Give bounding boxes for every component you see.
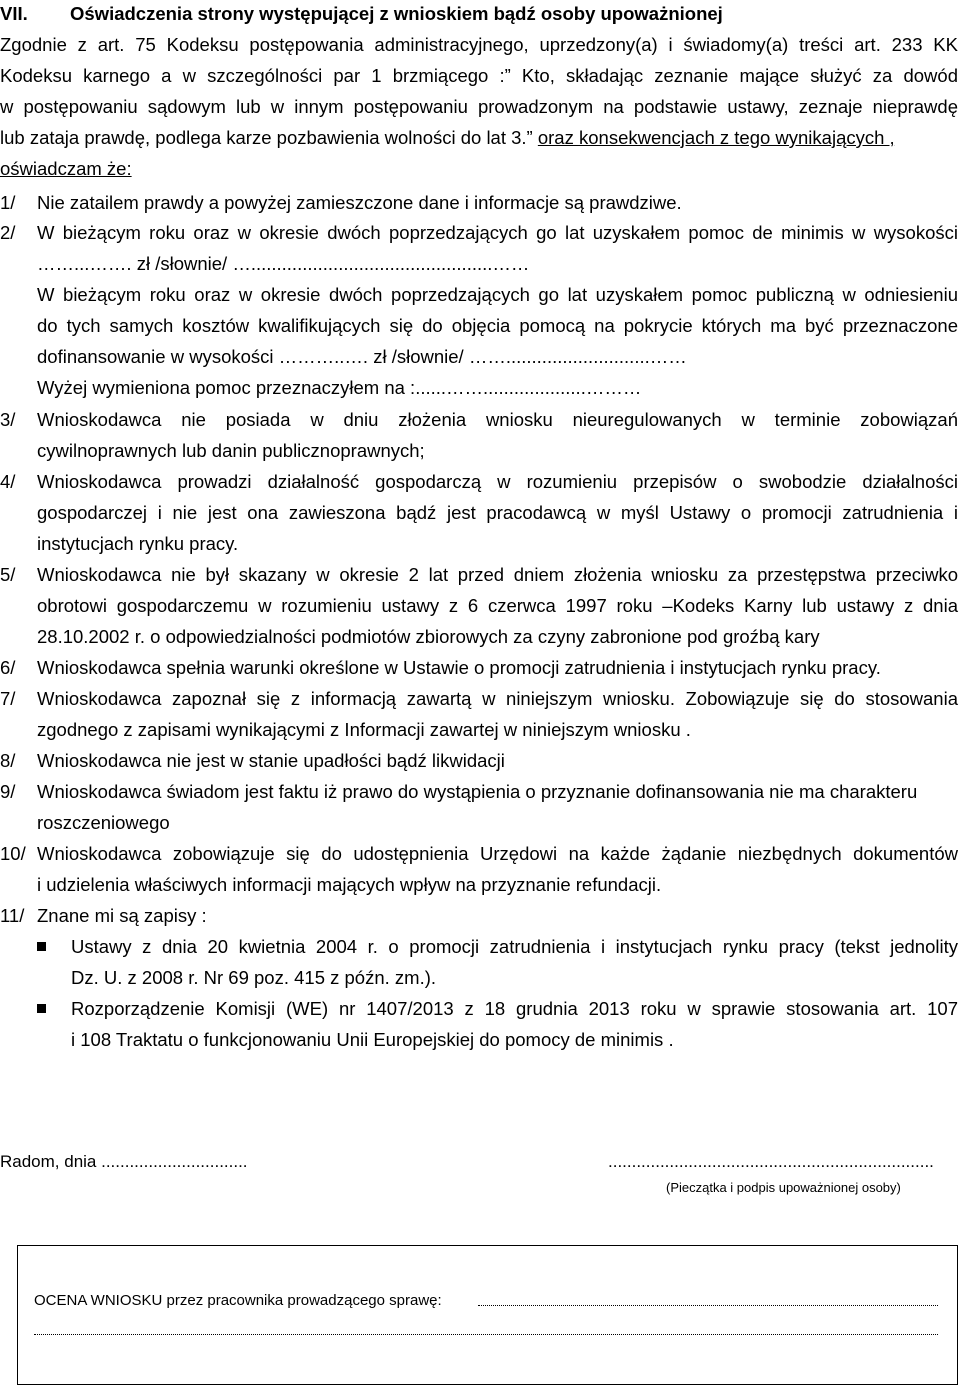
item-10-line: i udzielenia właściwych informacji mających wpływ na przyznanie refundacji. [37,874,662,895]
section-number: VII. [0,3,28,24]
section-title: Oświadczenia strony występującej z wnioskiem bądź osoby upoważnionej [70,3,723,24]
item-5-line: Wnioskodawca nie był skazany w okresie 2 lat przed dniem złożenia wniosku za przestępstwa przeciwko [37,564,958,585]
item-9-line: roszczeniowego [37,812,170,833]
intro-declaration: oświadczam że: [0,158,132,179]
item-number: 1/ [0,192,16,213]
signature-caption: (Pieczątka i podpis upoważnionej osoby) [666,1180,901,1195]
item-number: 5/ [0,564,16,585]
item-5-line: obrotowi gospodarczemu w rozumieniu ustawy z 6 czerwca 1997 roku –Kodeks Karny lub ustawy z dnia [37,595,958,616]
item-4-line: Wnioskodawca prowadzi działalność gospodarczą w rozumieniu przepisów o swobodzie działalności [37,471,958,492]
item-2-line: W bieżącym roku oraz w okresie dwóch poprzedzających go lat uzyskałem pomoc publiczną w odniesieniu [37,284,958,305]
item-number: 10/ [0,843,26,864]
intro-line-1: Zgodnie z art. 75 Kodeksu postępowania administracyjnego, uprzedzony(a) i świadomy(a) treści art. 233 KK [0,34,958,55]
item-1-line: Nie zatailem prawdy a powyżej zamieszczone dane i informacje są prawdziwe. [37,192,682,213]
intro-line-2: Kodeksu karnego a w szczególności par 1 brzmiącego :” Kto, składając zeznanie mające służyć za dowód [0,65,958,86]
intro-quote-end: lub zataja prawdę, podlega karze pozbawienia wolności do lat 3.” [0,127,533,148]
assessment-label: OCENA WNIOSKU przez pracownika prowadzącego sprawę: [34,1292,442,1309]
item-5-line: 28.10.2002 r. o odpowiedzialności podmiotów zbiorowych za czyny zabronione pod groźbą kary [37,626,820,647]
square-bullet-icon [37,1004,46,1013]
bullet-2-line: Rozporządzenie Komisji (WE) nr 1407/2013 z 18 grudnia 2013 roku w sprawie stosowania art. 107 [71,998,958,1019]
item-6-line: Wnioskodawca spełnia warunki określone w Ustawie o promocji zatrudnienia i instytucjach rynku pracy. [37,657,881,678]
place-date-field[interactable]: Radom, dnia ............................... [0,1152,248,1171]
item-number: 7/ [0,688,16,709]
item-4-line: instytucjach rynku pracy. [37,533,239,554]
item-number: 4/ [0,471,16,492]
item-number: 9/ [0,781,16,802]
item-3-line: Wnioskodawca nie posiada w dniu złożenia wniosku nieuregulowanych w terminie zobowiązań [37,409,958,430]
item-2-amount-line: dofinansowanie w wysokości ………..…. zł /słownie/ ……............................…… [37,346,687,367]
item-number: 8/ [0,750,16,771]
item-10-line: Wnioskodawca zobowiązuje się do udostępnienia Urzędowi na każde żądanie niezbędnych dokumentów [37,843,958,864]
item-2-amount-line: ……...……. zł /słownie/ …...............................................…… [37,253,530,274]
item-7-line: zgodnego z zapisami wynikającymi z Informacji zawartej w niniejszym wniosku . [37,719,691,740]
bullet-1-line: Dz. U. z 2008 r. Nr 69 poz. 415 z późn. zm.). [71,967,437,988]
intro-line-4 [0,126,895,150]
item-number: 11/ [0,905,25,926]
item-7-line: Wnioskodawca zapoznał się z informacją zawartą w niniejszym wniosku. Zobowiązuje się do stosowania [37,688,958,709]
item-9-line: Wnioskodawca świadom jest faktu iż prawo do wystąpienia o przyznanie dofinansowania nie ma charakteru [37,781,918,802]
signature-field[interactable]: ..................................................................... [608,1152,934,1171]
item-number: 6/ [0,657,16,678]
item-4-line: gospodarczej i nie jest ona zawieszona bądź jest pracodawcą w myśl Ustawy o promocji zatrudnienia i [37,502,958,523]
item-number: 2/ [0,222,16,243]
intro-line-3: w postępowaniu sądowym lub w innym postępowaniu prowadzonym na podstawie ustawy, zeznaje nieprawdę [0,96,958,117]
item-2-purpose-line: Wyżej wymieniona pomoc przeznaczyłem na :......……....................……… [37,377,642,398]
square-bullet-icon [37,942,46,951]
assessment-line[interactable] [34,1334,938,1335]
item-2-line: do tych samych kosztów kwalifikujących się do objęcia pomocą na pokrycie których ma być przeznaczone [37,315,958,336]
item-2-line: W bieżącym roku oraz w okresie dwóch poprzedzających go lat uzyskałem pomoc de minimis w wysokości [37,222,958,243]
assessment-line[interactable] [478,1305,938,1306]
item-number: 3/ [0,409,16,430]
item-3-line: cywilnoprawnych lub danin publicznoprawnych; [37,440,425,461]
item-11-line: Znane mi są zapisy : [37,905,207,926]
intro-underlined-text: oraz konsekwencjach z tego wynikających , [537,127,895,148]
bullet-1-line: Ustawy z dnia 20 kwietnia 2004 r. o promocji zatrudnienia i instytucjach rynku pracy (tekst jednolity [71,936,958,957]
bullet-2-line: i 108 Traktatu o funkcjonowaniu Unii Europejskiej do pomocy de minimis . [71,1029,674,1050]
item-8-line: Wnioskodawca nie jest w stanie upadłości bądź likwidacji [37,750,505,771]
assessment-box [17,1245,958,1385]
